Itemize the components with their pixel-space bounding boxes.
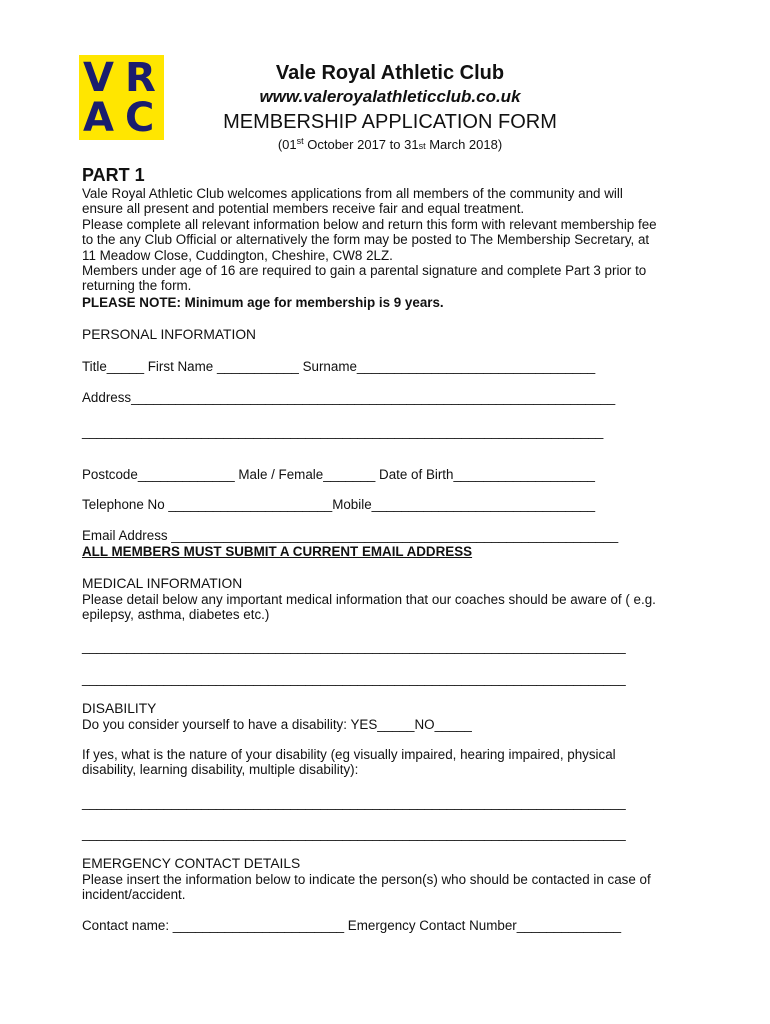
medical-info-heading: MEDICAL INFORMATION [82, 576, 243, 591]
emergency-line: Please insert the information below to indicate the person(s) who should be contacted in case of [82, 872, 651, 887]
form-dates: (01st October 2017 to 31st March 2018) [277, 136, 503, 152]
emergency-contact-heading: EMERGENCY CONTACT DETAILS [82, 856, 301, 871]
medical-line: epilepsy, asthma, diabetes etc.) [82, 607, 270, 623]
minimum-age-note: PLEASE NOTE: Minimum age for membership is 9 years. [82, 295, 444, 310]
emergency-instructions [82, 872, 702, 903]
postcode-field-row[interactable]: Postcode_____________ Male / Female_______ Date of Birth___________________ [82, 467, 595, 482]
logo-letter-r: R [125, 55, 156, 101]
intro-line: 11 Meadow Close, Cuddington, Cheshire, CW8 2LZ. [82, 247, 393, 263]
disability-instructions [82, 747, 702, 778]
part-heading: PART 1 [82, 165, 145, 185]
club-logo [79, 55, 164, 140]
form-title: MEMBERSHIP APPLICATION FORM [223, 111, 557, 133]
disability-question[interactable]: Do you consider yourself to have a disability: YES_____NO_____ [82, 717, 472, 732]
intro-line: Members under age of 16 are required to gain a parental signature and complete Part 3 prior to [82, 263, 647, 279]
disability-line: disability, learning disability, multiple disability): [82, 762, 359, 778]
intro-line: ensure all present and potential members receive fair and equal treatment. [82, 201, 525, 217]
intro-line: Please complete all relevant information below and return this form with relevant membership fee [82, 216, 657, 232]
name-field-row[interactable]: Title_____ First Name ___________ Surname________________________________ [82, 359, 596, 374]
medical-blank-line-2[interactable]: _________________________________________________________________________ [82, 671, 626, 686]
address-line-2[interactable]: ______________________________________________________________________ [82, 424, 604, 439]
logo-letter-a: A [83, 95, 114, 141]
address-field-row[interactable]: Address_________________________________________________________________ [82, 390, 616, 405]
intro-paragraph [82, 186, 702, 294]
email-field-row[interactable]: Email Address ____________________________________________________________ [82, 528, 619, 543]
medical-instructions [82, 592, 702, 623]
email-requirement-note: ALL MEMBERS MUST SUBMIT A CURRENT EMAIL ADDRESS [82, 544, 473, 559]
telephone-field-row[interactable]: Telephone No ______________________Mobile______________________________ [82, 497, 596, 512]
disability-blank-line-1[interactable]: _________________________________________________________________________ [82, 795, 626, 810]
disability-line: If yes, what is the nature of your disability (eg visually impaired, hearing impaired, physical [82, 747, 616, 762]
form-header [190, 60, 590, 154]
club-name: Vale Royal Athletic Club [275, 62, 505, 84]
intro-line: returning the form. [82, 278, 192, 294]
logo-letter-c: C [125, 95, 155, 141]
emergency-line: incident/accident. [82, 887, 186, 903]
intro-line: to the any Club Official or alternatively the form may be posted to The Membership Secretary, at [82, 232, 650, 248]
club-website[interactable]: www.valeroyalathleticclub.co.uk [259, 87, 521, 106]
personal-info-heading: PERSONAL INFORMATION [82, 327, 257, 342]
medical-line: Please detail below any important medical information that our coaches should be aware of ( e.g. [82, 592, 656, 607]
emergency-contact-row[interactable]: Contact name: _______________________ Emergency Contact Number______________ [82, 918, 622, 933]
disability-heading: DISABILITY [82, 701, 157, 716]
logo-letter-v: V [83, 55, 114, 101]
intro-line: Vale Royal Athletic Club welcomes applications from all members of the community and will [82, 186, 623, 201]
medical-blank-line-1[interactable]: _________________________________________________________________________ [82, 639, 626, 654]
disability-blank-line-2[interactable]: _________________________________________________________________________ [82, 826, 626, 841]
